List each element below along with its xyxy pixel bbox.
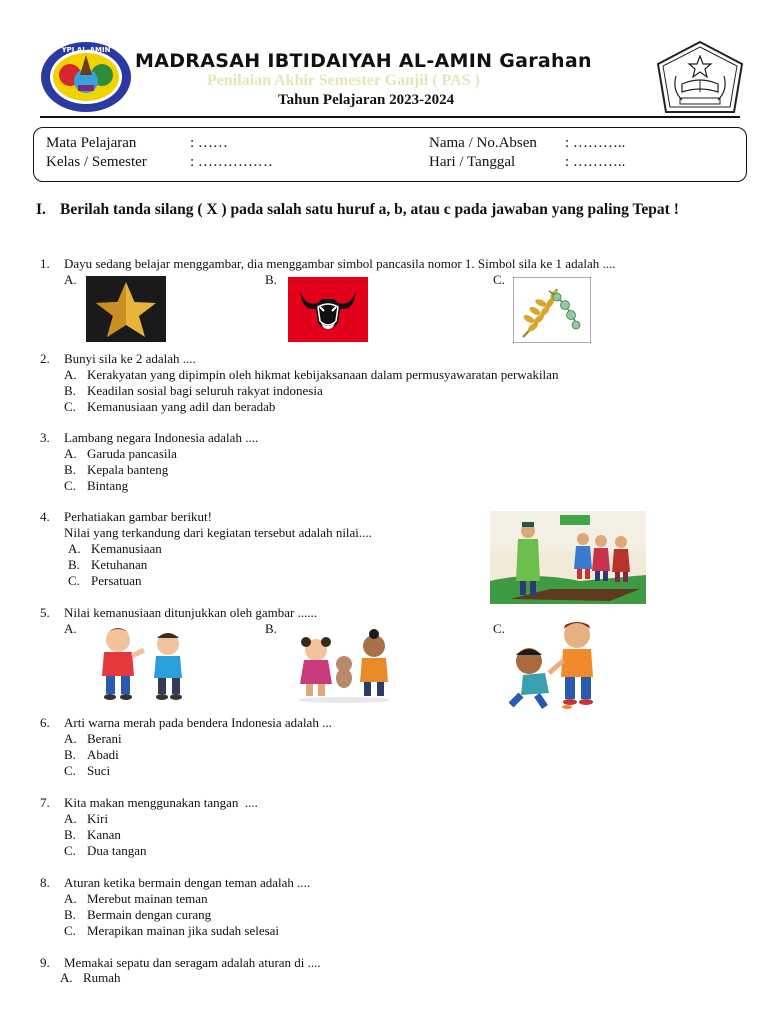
option-9a[interactable] (60, 970, 121, 986)
option-3b[interactable] (64, 462, 169, 478)
option-letter: B. (64, 907, 76, 922)
section-instruction (36, 199, 732, 220)
option-letter: C. (64, 399, 76, 414)
class-field[interactable]: : …………… (190, 154, 273, 170)
option-text: Kemanusiaan (91, 541, 162, 556)
option-7a[interactable] (64, 811, 108, 827)
option-letter: A. (60, 970, 73, 985)
question-number: 9. (40, 955, 50, 970)
option-letter[interactable]: C. (493, 621, 505, 636)
date-field[interactable]: : ……….. (565, 154, 626, 170)
option-2a[interactable] (64, 367, 559, 383)
padi-kapas-symbol-image[interactable] (513, 277, 591, 343)
option-3a[interactable] (64, 446, 177, 462)
kid-helping-friend-image[interactable] (509, 617, 607, 711)
option-text: Keadilan sosial bagi seluruh rakyat indonesia (87, 383, 323, 398)
option-8a[interactable] (64, 891, 208, 907)
question-text: Arti warna merah pada bendera Indonesia adalah ... (64, 715, 332, 730)
option-letter: A. (64, 446, 77, 461)
option-text: Ketuhanan (91, 557, 148, 572)
date-label: Hari / Tanggal (429, 154, 516, 170)
question-number: 6. (40, 715, 50, 730)
option-letter: C. (64, 763, 76, 778)
option-2b[interactable] (64, 383, 323, 399)
option-2c[interactable] (64, 399, 276, 415)
question-number: 7. (40, 795, 50, 810)
option-text: Bermain dengan curang (87, 907, 212, 922)
question-text: Bunyi sila ke 2 adalah .... (64, 351, 196, 366)
section-number: I. (36, 201, 46, 218)
option-text: Garuda pancasila (87, 446, 177, 461)
option-letter: C. (68, 573, 80, 588)
option-letter: B. (64, 462, 76, 477)
question-text: Nilai kemanusiaan ditunjukkan oleh gambar ...... (64, 605, 318, 620)
name-label: Nama / No.Absen (429, 135, 537, 151)
option-7c[interactable] (64, 843, 147, 859)
option-4c[interactable] (68, 573, 142, 589)
option-text: Dua tangan (87, 843, 147, 858)
option-text: Suci (87, 763, 111, 778)
academic-year: Tahun Pelajaran 2023-2024 (278, 92, 455, 108)
svg-text:YPI AL-AMIN: YPI AL-AMIN (61, 46, 111, 54)
question-number: 3. (40, 430, 50, 445)
exam-name: Penilaian Akhir Semester Ganjil ( PAS ) (207, 72, 480, 89)
subject-field[interactable]: : …… (190, 135, 228, 151)
option-text: Kerakyatan yang dipimpin oleh hikmat kebijaksanaan dalam permusyawaratan perwakilan (87, 367, 559, 382)
option-text: Berani (87, 731, 122, 746)
option-4b[interactable] (68, 557, 148, 573)
option-text: Kepala banteng (87, 462, 169, 477)
option-letter: A. (64, 811, 77, 826)
kids-fighting-image[interactable] (90, 622, 194, 704)
question-number: 8. (40, 875, 50, 890)
school-name: MADRASAH IBTIDAIYAH AL-AMIN Garahan (135, 50, 592, 72)
option-7b[interactable] (64, 827, 121, 843)
option-text: Kiri (87, 811, 108, 826)
option-letter: B. (64, 383, 76, 398)
option-text: Bintang (87, 478, 129, 493)
kemenag-logo (654, 40, 746, 116)
option-text: Merebut mainan teman (87, 891, 208, 906)
option-text: Merapikan mainan jika sudah selesai (87, 923, 280, 938)
question-text: Aturan ketika bermain dengan teman adalah .... (64, 875, 311, 890)
option-letter: A. (68, 541, 81, 556)
star-symbol-image[interactable] (86, 276, 166, 342)
school-logo (40, 41, 132, 113)
option-letter: B. (68, 557, 80, 572)
question-number: 4. (40, 509, 50, 524)
option-letter[interactable]: A. (64, 272, 77, 287)
option-letter: C. (64, 923, 76, 938)
option-3c[interactable] (64, 478, 129, 494)
option-letter: A. (64, 891, 77, 906)
kids-fighting-over-toy-image[interactable] (292, 626, 398, 704)
option-text: Persatuan (91, 573, 142, 588)
option-letter: B. (64, 747, 76, 762)
option-letter: C. (64, 478, 76, 493)
question-text: Memakai sepatu dan seragam adalah aturan di .... (64, 955, 321, 970)
option-letter[interactable]: B. (265, 272, 277, 287)
option-6c[interactable] (64, 763, 111, 779)
question-number: 2. (40, 351, 50, 366)
option-letter: C. (64, 843, 76, 858)
question-4-line2: Nilai yang terkandung dari kegiatan tersebut adalah nilai.... (64, 525, 372, 540)
option-letter: A. (64, 367, 77, 382)
option-text: Kanan (87, 827, 121, 842)
praying-children-image (490, 511, 646, 604)
header-divider (40, 116, 740, 118)
option-letter: A. (64, 731, 77, 746)
question-text: Dayu sedang belajar menggambar, dia menggambar simbol pancasila nomor 1. Simbol sila ke 1 adalah .... (64, 256, 616, 271)
question-text: Lambang negara Indonesia adalah .... (64, 430, 259, 445)
section-text: Berilah tanda silang ( X ) pada salah satu huruf a, b, atau c pada jawaban yang paling Tepat ! (60, 201, 679, 218)
question-number: 5. (40, 605, 50, 620)
option-letter[interactable]: A. (64, 621, 77, 636)
option-text: Abadi (87, 747, 119, 762)
question-text: Kita makan menggunakan tangan .... (64, 795, 258, 810)
question-number: 1. (40, 256, 50, 271)
option-6b[interactable] (64, 747, 119, 763)
subject-label: Mata Pelajaran (46, 135, 137, 151)
option-letter[interactable]: B. (265, 621, 277, 636)
class-label: Kelas / Semester (46, 154, 147, 170)
option-8c[interactable] (64, 923, 280, 939)
option-text: Kemanusiaan yang adil dan beradab (87, 399, 276, 414)
option-8b[interactable] (64, 907, 212, 923)
option-letter[interactable]: C. (493, 272, 505, 287)
option-letter: B. (64, 827, 76, 842)
option-4a[interactable] (68, 541, 162, 557)
option-text: Rumah (83, 970, 121, 985)
banteng-symbol-image[interactable] (288, 277, 368, 342)
question-text: Perhatiakan gambar berikut! (64, 509, 212, 524)
option-6a[interactable] (64, 731, 122, 747)
name-field[interactable]: : ……….. (565, 135, 626, 151)
